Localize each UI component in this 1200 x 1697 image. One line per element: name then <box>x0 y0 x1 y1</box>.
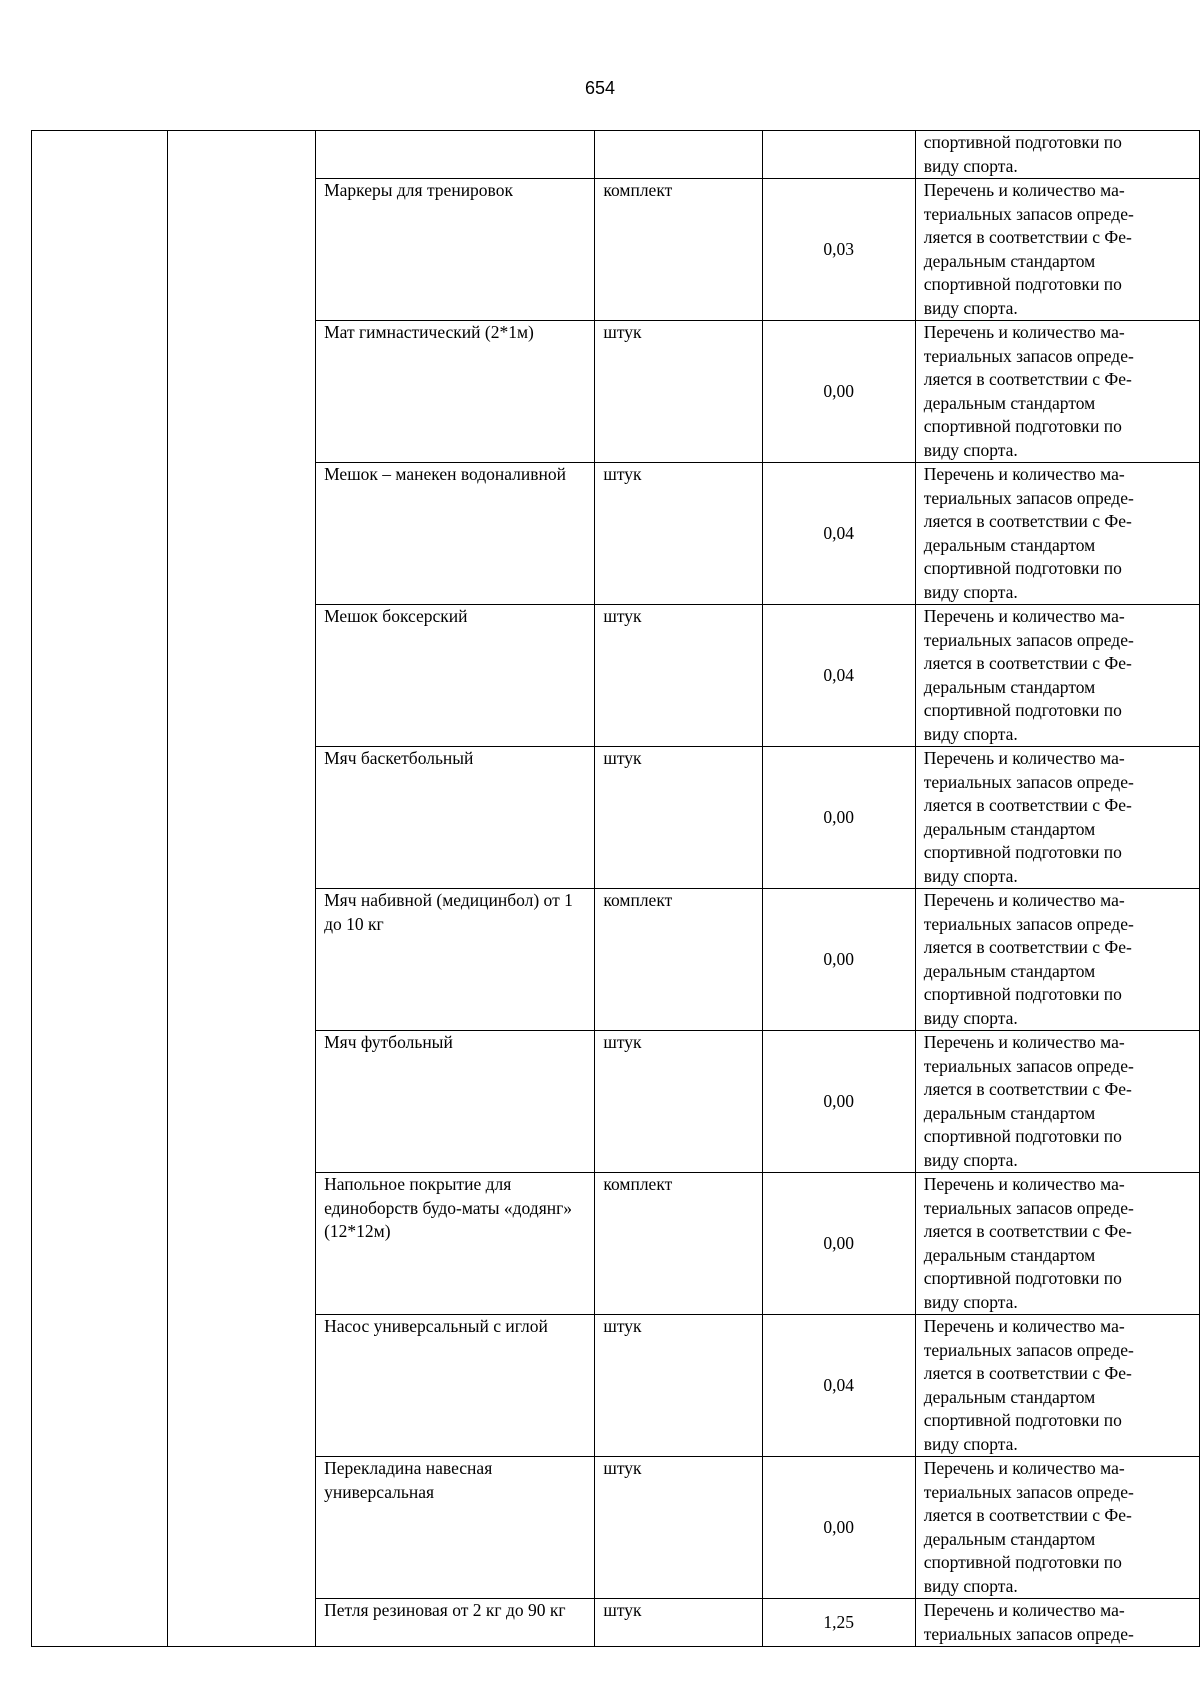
note-line: ляется в соответствии с Фе- <box>923 1505 1132 1525</box>
item-value-cell: 0,04 <box>762 463 915 605</box>
note-line: Перечень и количество ма- <box>923 1316 1125 1336</box>
note-line: Перечень и количество ма- <box>923 180 1125 200</box>
item-name-cell: Напольное покрытие для единоборств будо-маты «додянг» (12*12м) <box>316 1173 595 1315</box>
note-line: спортивной подготовки по <box>923 1410 1122 1430</box>
note-line: спортивной подготовки по <box>923 700 1122 720</box>
note-line: териальных запасов опреде- <box>923 1339 1134 1360</box>
note-line: виду спорта. <box>923 723 1018 744</box>
item-note-cell <box>915 179 1199 321</box>
item-name-cell: Насос универсальный с иглой <box>316 1315 595 1457</box>
item-unit-cell: штук <box>595 605 762 747</box>
item-value-cell: 0,00 <box>762 321 915 463</box>
note-line: Перечень и количество ма- <box>923 322 1125 342</box>
item-unit-cell: штук <box>595 463 762 605</box>
continuation-value-cell <box>762 131 915 179</box>
note-line: деральным стандартом <box>923 1244 1096 1265</box>
note-line: виду спорта. <box>923 1291 1018 1312</box>
item-note-cell <box>915 1599 1199 1647</box>
item-name-cell: Мяч футбольный <box>316 1031 595 1173</box>
note-line: териальных запасов опреде- <box>923 913 1134 934</box>
item-note-cell <box>915 889 1199 1031</box>
note-line: териальных запасов опреде- <box>923 203 1134 224</box>
continuation-name-cell <box>316 131 595 179</box>
note-line: деральным стандартом <box>923 676 1096 697</box>
note-line: ляется в соответствии с Фе- <box>923 1079 1132 1099</box>
note-line: виду спорта. <box>923 439 1018 460</box>
item-unit-cell: комплект <box>595 889 762 1031</box>
note-line: Перечень и количество ма- <box>923 1458 1125 1478</box>
table-body <box>32 131 1200 1647</box>
note-line: виду спорта. <box>923 155 1018 176</box>
note-line: спортивной подготовки по <box>923 1126 1122 1146</box>
item-value-cell: 0,00 <box>762 747 915 889</box>
item-name-cell: Мяч набивной (медицинбол) от 1 до 10 кг <box>316 889 595 1031</box>
note-line: Перечень и количество ма- <box>923 464 1125 484</box>
note-line: виду спорта. <box>923 865 1018 886</box>
note-line: Перечень и количество ма- <box>923 1174 1125 1194</box>
item-value-cell: 0,00 <box>762 1031 915 1173</box>
note-line: спортивной подготовки по <box>923 1552 1122 1572</box>
note-line: териальных запасов опреде- <box>923 1055 1134 1076</box>
item-unit-cell: штук <box>595 1599 762 1647</box>
continuation-note-cell <box>915 131 1199 179</box>
item-note-cell <box>915 747 1199 889</box>
note-line: ляется в соответствии с Фе- <box>923 653 1132 673</box>
note-line: спортивной подготовки по <box>923 274 1122 294</box>
item-name-cell: Маркеры для тренировок <box>316 179 595 321</box>
note-line: териальных запасов опреде- <box>923 345 1134 366</box>
note-line: виду спорта. <box>923 1007 1018 1028</box>
item-value-cell: 0,03 <box>762 179 915 321</box>
note-line: ляется в соответствии с Фе- <box>923 227 1132 247</box>
item-unit-cell: штук <box>595 1031 762 1173</box>
item-name-cell: Мяч баскетбольный <box>316 747 595 889</box>
item-note-cell <box>915 1031 1199 1173</box>
item-unit-cell: штук <box>595 321 762 463</box>
item-name-cell: Мат гимнастический (2*1м) <box>316 321 595 463</box>
note-line: спортивной подготовки по <box>923 132 1122 152</box>
item-name-cell: Перекладина навесная универсальная <box>316 1457 595 1599</box>
note-line: виду спорта. <box>923 1149 1018 1170</box>
note-line: ляется в соответствии с Фе- <box>923 511 1132 531</box>
note-line: виду спорта. <box>923 1433 1018 1454</box>
note-line: ляется в соответствии с Фе- <box>923 1221 1132 1241</box>
item-unit-cell: комплект <box>595 179 762 321</box>
note-line: спортивной подготовки по <box>923 558 1122 578</box>
note-line: териальных запасов опреде- <box>923 487 1134 508</box>
item-name-cell: Мешок боксерский <box>316 605 595 747</box>
page-number: 654 <box>584 78 616 98</box>
note-line: спортивной подготовки по <box>923 416 1122 436</box>
item-note-cell <box>915 1315 1199 1457</box>
item-unit-cell: штук <box>595 1457 762 1599</box>
note-line: деральным стандартом <box>923 534 1096 555</box>
note-line: спортивной подготовки по <box>923 984 1122 1004</box>
note-line: ляется в соответствии с Фе- <box>923 1363 1132 1383</box>
item-note-cell <box>915 463 1199 605</box>
note-line: деральным стандартом <box>923 1386 1096 1407</box>
continuation-unit-cell <box>595 131 762 179</box>
item-name-cell: Мешок – манекен водоналивной <box>316 463 595 605</box>
note-line: спортивной подготовки по <box>923 842 1122 862</box>
item-unit-cell: комплект <box>595 1173 762 1315</box>
note-line: виду спорта. <box>923 581 1018 602</box>
item-name-cell: Петля резиновая от 2 кг до 90 кг <box>316 1599 595 1647</box>
item-unit-cell: штук <box>595 747 762 889</box>
merged-cell-col1 <box>32 131 168 1647</box>
item-value-cell: 0,00 <box>762 1173 915 1315</box>
note-line: Перечень и количество ма- <box>923 748 1125 768</box>
note-line: Перечень и количество ма- <box>923 1032 1125 1052</box>
note-line: виду спорта. <box>923 297 1018 318</box>
note-line: деральным стандартом <box>923 1102 1096 1123</box>
equipment-table <box>31 130 1200 1647</box>
item-note-cell <box>915 1173 1199 1315</box>
item-note-cell <box>915 1457 1199 1599</box>
note-line: териальных запасов опреде- <box>923 1623 1134 1644</box>
note-line: ляется в соответствии с Фе- <box>923 369 1132 389</box>
note-line: Перечень и количество ма- <box>923 890 1125 910</box>
note-line: деральным стандартом <box>923 392 1096 413</box>
note-line: териальных запасов опреде- <box>923 1197 1134 1218</box>
continuation-row <box>32 131 1200 179</box>
item-unit-cell: штук <box>595 1315 762 1457</box>
item-note-cell <box>915 605 1199 747</box>
note-line: Перечень и количество ма- <box>923 606 1125 626</box>
merged-cell-col2 <box>168 131 316 1647</box>
note-line: деральным стандартом <box>923 818 1096 839</box>
item-value-cell: 0,04 <box>762 605 915 747</box>
note-line: виду спорта. <box>923 1575 1018 1596</box>
note-line: деральным стандартом <box>923 960 1096 981</box>
item-note-cell <box>915 321 1199 463</box>
item-value-cell: 0,00 <box>762 1457 915 1599</box>
note-line: Перечень и количество ма- <box>923 1600 1125 1620</box>
note-line: спортивной подготовки по <box>923 1268 1122 1288</box>
note-line: ляется в соответствии с Фе- <box>923 795 1132 815</box>
note-line: териальных запасов опреде- <box>923 1481 1134 1502</box>
item-value-cell: 0,04 <box>762 1315 915 1457</box>
item-value-cell: 0,00 <box>762 889 915 1031</box>
note-line: деральным стандартом <box>923 250 1096 271</box>
note-line: деральным стандартом <box>923 1528 1096 1549</box>
item-value-cell: 1,25 <box>762 1599 915 1647</box>
note-line: териальных запасов опреде- <box>923 629 1134 650</box>
note-line: ляется в соответствии с Фе- <box>923 937 1132 957</box>
note-line: териальных запасов опреде- <box>923 771 1134 792</box>
